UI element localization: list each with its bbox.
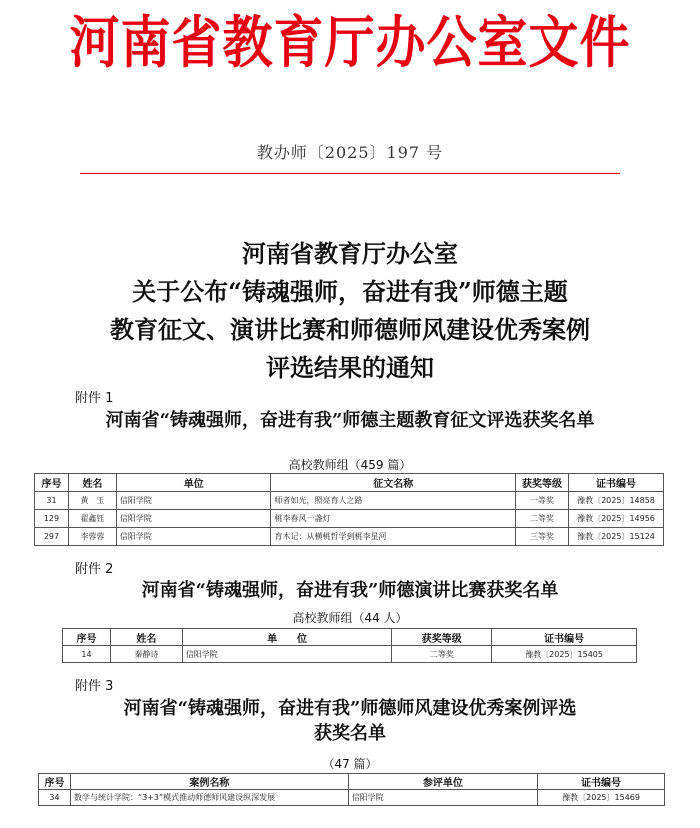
notice-title-line3: 教育征文、演讲比赛和师德师风建设优秀案例	[110, 315, 590, 344]
table-row	[63, 646, 637, 663]
annex2-title: 河南省“铸魂强师，奋进有我”师德演讲比赛获奖名单	[141, 580, 559, 601]
table-cell: 豫教〔2025〕14858	[569, 492, 664, 510]
table-cell: 14	[63, 646, 111, 663]
column-header: 序号	[39, 774, 71, 790]
table-header-row	[63, 629, 637, 646]
column-header: 序号	[63, 629, 111, 646]
table-cell: 129	[35, 510, 69, 528]
masthead-title: 河南省教育厅办公室文件	[69, 10, 631, 76]
table-cell: 信阳学院	[182, 646, 392, 663]
table-cell: 豫教〔2025〕15469	[538, 790, 665, 806]
table-cell: 信阳学院	[116, 528, 271, 546]
column-header: 证书编号	[569, 474, 664, 492]
column-header: 证书编号	[538, 774, 665, 790]
table-cell: 三等奖	[516, 528, 569, 546]
table-cell: 数学与统计学院：“3+3”模式推动师德师风建设纵深发展	[70, 790, 348, 806]
notice-title-line1: 河南省教育厅办公室	[242, 239, 458, 268]
notice-title-line4: 评选结果的通知	[266, 353, 434, 382]
column-header: 姓名	[110, 629, 182, 646]
column-header: 获奖等级	[392, 629, 492, 646]
table-cell: 信阳学院	[116, 492, 271, 510]
annex1-title: 河南省“铸魂强师，奋进有我”师德主题教育征文评选获奖名单	[105, 410, 595, 431]
annex3-label: 附件 3	[75, 679, 114, 694]
annex1-table	[34, 473, 664, 546]
column-header: 证书编号	[492, 629, 637, 646]
column-header: 序号	[35, 474, 69, 492]
table-cell: 育木记：从横桃哲学到桃李星河	[271, 528, 516, 546]
table-cell: 二等奖	[516, 510, 569, 528]
red-divider-line	[80, 173, 620, 174]
table-header-row	[39, 774, 665, 790]
table-cell: 二等奖	[392, 646, 492, 663]
column-header: 姓名	[68, 474, 116, 492]
column-header: 参评单位	[348, 774, 537, 790]
annex1-label: 附件 1	[75, 391, 114, 406]
table-cell: 师者如光，照亮育人之路	[271, 492, 516, 510]
column-header: 单 位	[182, 629, 392, 646]
table-cell: 秦静诗	[110, 646, 182, 663]
annex2-group: 高校教师组（44 人）	[292, 611, 408, 625]
table-header-row	[35, 474, 664, 492]
table-cell: 一等奖	[516, 492, 569, 510]
table-cell: 34	[39, 790, 71, 806]
annex3-title-line2: 获奖名单	[314, 723, 386, 744]
annex2-label: 附件 2	[75, 562, 114, 577]
column-header: 获奖等级	[516, 474, 569, 492]
annex3-table	[38, 773, 665, 806]
column-header: 单位	[116, 474, 271, 492]
table-cell: 信阳学院	[116, 510, 271, 528]
annex3-title-line1: 河南省“铸魂强师，奋进有我”师德师风建设优秀案例评选	[123, 698, 577, 719]
table-cell: 桃李春风一盏灯	[271, 510, 516, 528]
table-cell: 黄 玉	[68, 492, 116, 510]
table-cell: 豫教〔2025〕15405	[492, 646, 637, 663]
annex1-group: 高校教师组（459 篇）	[288, 458, 412, 472]
table-row	[35, 492, 664, 510]
table-cell: 297	[35, 528, 69, 546]
table-row	[39, 790, 665, 806]
table-cell: 李蓉蓉	[68, 528, 116, 546]
table-row	[35, 528, 664, 546]
table-row	[35, 510, 664, 528]
table-cell: 豫教〔2025〕14956	[569, 510, 664, 528]
table-cell: 信阳学院	[348, 790, 537, 806]
notice-title	[0, 235, 700, 387]
column-header: 征文名称	[271, 474, 516, 492]
annex2-table	[62, 628, 637, 663]
document-number: 教办师〔2025〕197 号	[256, 143, 444, 162]
table-cell: 31	[35, 492, 69, 510]
column-header: 案例名称	[70, 774, 348, 790]
notice-title-line2: 关于公布“铸魂强师，奋进有我”师德主题	[132, 277, 568, 306]
table-cell: 豫教〔2025〕15124	[569, 528, 664, 546]
table-cell: 翟鑫钰	[68, 510, 116, 528]
annex3-count: （47 篇）	[322, 757, 378, 771]
